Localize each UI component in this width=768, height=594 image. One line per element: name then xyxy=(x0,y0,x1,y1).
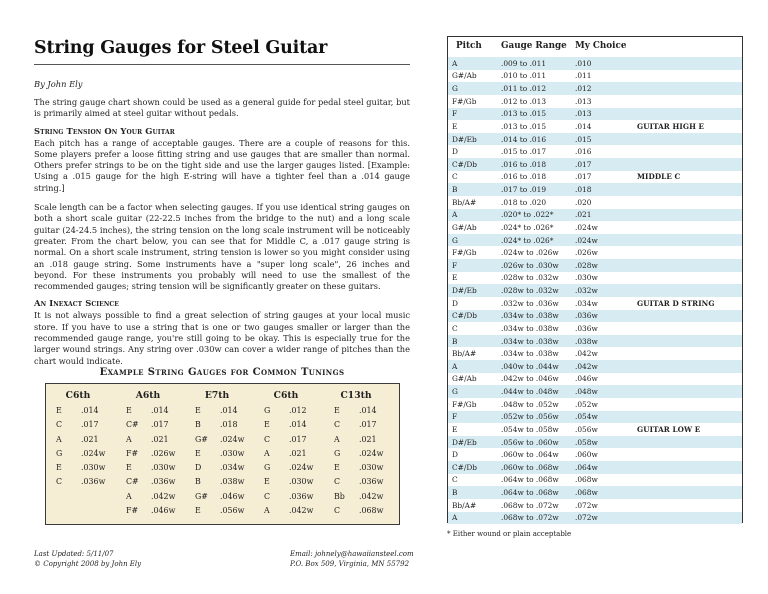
string-gauge: .014 xyxy=(81,406,99,415)
row-pitch: F#/Gb xyxy=(452,96,477,106)
string-pitch: E xyxy=(56,463,62,473)
string-gauge: .017 xyxy=(151,420,169,430)
row-pitch: A xyxy=(452,58,458,68)
row-gauge-range: .054w to .058w xyxy=(501,424,559,434)
section-heading-tension: String Tension On Your Guitar xyxy=(34,125,175,136)
tuning-name: A6th xyxy=(135,390,161,401)
row-my-choice: .016 xyxy=(575,147,592,157)
string-pitch: G# xyxy=(195,434,208,444)
string-gauge: .036w xyxy=(359,477,384,487)
chart-row xyxy=(448,259,742,272)
row-gauge-range: .024* to .026* xyxy=(501,235,554,245)
string-pitch: E xyxy=(56,406,62,415)
row-pitch: F xyxy=(452,412,458,422)
string-pitch: C xyxy=(56,477,63,487)
string-pitch: E xyxy=(334,406,340,415)
header-my-choice: My Choice xyxy=(575,41,627,51)
tuning-string xyxy=(334,463,399,477)
chart-row xyxy=(448,411,742,424)
tuning-string xyxy=(264,492,329,506)
row-pitch: D xyxy=(452,147,458,157)
string-gauge: .036w xyxy=(151,477,176,487)
tuning-string xyxy=(195,420,260,434)
chart-row xyxy=(448,486,742,499)
string-gauge: .030w xyxy=(359,463,384,473)
row-my-choice: .032w xyxy=(575,286,598,296)
row-pitch: Bb/A# xyxy=(452,197,477,207)
row-pitch: C#/Db xyxy=(452,462,477,472)
string-pitch: D xyxy=(195,463,202,473)
chart-row xyxy=(448,158,742,171)
chart-row xyxy=(448,385,742,398)
string-gauge: .014 xyxy=(359,406,377,415)
row-gauge-range: .026w to .030w xyxy=(501,260,559,270)
row-pitch: Bb/A# xyxy=(452,349,477,359)
gauge-chart xyxy=(447,36,743,523)
tuning-string xyxy=(126,406,191,420)
row-gauge-range: .048w to .052w xyxy=(501,399,559,409)
tuning-string xyxy=(195,506,260,520)
tuning-column xyxy=(264,406,329,520)
row-my-choice: .028w xyxy=(575,260,598,270)
row-my-choice: .024w xyxy=(575,235,598,245)
chart-row xyxy=(448,335,742,348)
intro-paragraph: The string gauge chart shown could be used as a general guide for pedal steel guitar, but is primarily aimed at steel guitar without pedals. xyxy=(34,97,410,119)
chart-row xyxy=(448,373,742,386)
chart-row xyxy=(448,499,742,512)
row-pitch: F#/Gb xyxy=(452,248,477,258)
chart-row xyxy=(448,461,742,474)
string-gauge: .036w xyxy=(81,477,106,487)
row-pitch: B xyxy=(452,488,458,498)
header-pitch: Pitch xyxy=(456,41,482,51)
tuning-string xyxy=(334,406,399,420)
chart-row xyxy=(448,70,742,83)
string-gauge: .042w xyxy=(289,506,314,516)
row-my-choice: .068w xyxy=(575,475,598,485)
row-my-choice: .042w xyxy=(575,361,598,371)
chart-row xyxy=(448,234,742,247)
row-gauge-range: .056w to .060w xyxy=(501,437,559,447)
row-my-choice: .030w xyxy=(575,273,598,283)
chart-row xyxy=(448,512,742,525)
row-my-choice: .014 xyxy=(575,121,592,131)
string-gauge: .024w xyxy=(81,448,106,458)
row-pitch: G#/Ab xyxy=(452,71,477,81)
tuning-string xyxy=(56,449,121,463)
row-gauge-range: .024w to .026w xyxy=(501,248,559,258)
chart-footnote: * Either wound or plain acceptable xyxy=(447,530,572,538)
chart-rows xyxy=(448,57,742,524)
string-pitch: A xyxy=(264,506,270,516)
row-pitch: C xyxy=(452,323,458,333)
string-pitch: C xyxy=(334,420,341,430)
row-pitch: D#/Eb xyxy=(452,286,477,296)
string-pitch: G xyxy=(56,448,63,458)
tension-paragraph-2: Scale length can be a factor when selecting gauges. If you use identical string gauges on both a short scale guitar (22-22.5 inches from the bridge to the nut) and a long scale guitar (24-24.5 inches), the string tension on the long scale instrument will be noticeably greater. From the chart below, you can see that for Middle C, a .017 gauge string is normal. On a short scale instrument, string tension is lower so you might consider using an .018 gauge string. Some instruments have a "super long scale", 26 inches and beyond. For these instruments you probably will need to use the smallest of the recommended gauges; string tension will be significantly greater on these guitars. xyxy=(34,202,410,292)
row-my-choice: .021 xyxy=(575,210,592,220)
string-gauge: .026w xyxy=(151,448,176,458)
chart-row xyxy=(448,272,742,285)
tuning-string xyxy=(126,435,191,449)
row-gauge-range: .032w to .036w xyxy=(501,298,559,308)
string-gauge: .046w xyxy=(151,506,176,516)
string-gauge: .034w xyxy=(220,463,245,473)
tuning-string xyxy=(195,477,260,491)
string-gauge: .021 xyxy=(359,434,377,444)
chart-row xyxy=(448,183,742,196)
tuning-string xyxy=(56,435,121,449)
tuning-string xyxy=(334,477,399,491)
chart-row xyxy=(448,209,742,222)
string-gauge: .030w xyxy=(151,463,176,473)
address: P.O. Box 509, Virginia, MN 55792 xyxy=(290,560,410,568)
row-pitch: G xyxy=(452,235,458,245)
row-gauge-range: .014 to .016 xyxy=(501,134,547,144)
copyright: © Copyright 2008 by John Ely xyxy=(34,560,142,568)
row-my-choice: .068w xyxy=(575,488,598,498)
tuning-string xyxy=(264,477,329,491)
row-pitch: G#/Ab xyxy=(452,222,477,232)
tuning-name: E7th xyxy=(204,390,230,401)
string-pitch: E xyxy=(264,477,270,487)
string-gauge: .030w xyxy=(81,463,106,473)
row-gauge-range: .010 to .011 xyxy=(501,71,547,81)
string-gauge: .056w xyxy=(220,506,245,516)
tuning-string xyxy=(126,420,191,434)
tuning-string xyxy=(195,463,260,477)
row-pitch: C#/Db xyxy=(452,311,477,321)
row-note: GUITAR LOW E xyxy=(637,424,701,434)
row-gauge-range: .017 to .019 xyxy=(501,185,547,195)
row-pitch: C xyxy=(452,475,458,485)
string-pitch: E xyxy=(195,506,201,516)
row-pitch: F#/Gb xyxy=(452,399,477,409)
string-gauge: .042w xyxy=(151,491,176,501)
tuning-string xyxy=(264,463,329,477)
string-gauge: .038w xyxy=(220,477,245,487)
string-pitch: C# xyxy=(126,420,139,430)
row-my-choice: .054w xyxy=(575,412,598,422)
chart-row xyxy=(448,95,742,108)
row-gauge-range: .009 to .011 xyxy=(501,58,547,68)
tuning-string xyxy=(264,420,329,434)
row-pitch: F xyxy=(452,109,458,119)
row-my-choice: .072w xyxy=(575,513,598,523)
string-pitch: G xyxy=(334,448,341,458)
tuning-string xyxy=(56,420,121,434)
string-gauge: .014 xyxy=(220,406,238,415)
tuning-string xyxy=(195,492,260,506)
string-pitch: E xyxy=(126,406,132,415)
string-pitch: E xyxy=(195,406,201,415)
chart-row xyxy=(448,448,742,461)
row-pitch: C xyxy=(452,172,458,182)
row-gauge-range: .024* to .026* xyxy=(501,222,554,232)
tuning-name: C13th xyxy=(340,390,372,401)
row-gauge-range: .028w to .032w xyxy=(501,286,559,296)
row-gauge-range: .012 to .013 xyxy=(501,96,547,106)
tuning-string xyxy=(126,506,191,520)
tuning-string xyxy=(126,492,191,506)
string-pitch: A xyxy=(264,448,270,458)
string-gauge: .018 xyxy=(220,420,238,430)
row-note: GUITAR D STRING xyxy=(637,298,715,308)
row-gauge-range: .068w to .072w xyxy=(501,500,559,510)
row-my-choice: .042w xyxy=(575,349,598,359)
tuning-column xyxy=(334,406,399,520)
examples-title: Example String Gauges for Common Tunings xyxy=(99,367,345,378)
string-gauge: .046w xyxy=(220,491,245,501)
row-my-choice: .013 xyxy=(575,96,592,106)
string-pitch: C xyxy=(334,506,341,516)
row-my-choice: .010 xyxy=(575,58,592,68)
chart-row xyxy=(448,297,742,310)
row-gauge-range: .016 to .018 xyxy=(501,172,547,182)
tuning-string xyxy=(126,463,191,477)
row-my-choice: .072w xyxy=(575,500,598,510)
row-pitch: A xyxy=(452,513,458,523)
chart-row xyxy=(448,145,742,158)
row-gauge-range: .028w to .032w xyxy=(501,273,559,283)
row-note: GUITAR HIGH E xyxy=(637,121,705,131)
row-my-choice: .052w xyxy=(575,399,598,409)
row-pitch: G xyxy=(452,84,458,94)
row-gauge-range: .034w to .038w xyxy=(501,323,559,333)
string-pitch: Bb xyxy=(334,491,345,501)
string-pitch: E xyxy=(264,420,270,430)
row-my-choice: .013 xyxy=(575,109,592,119)
tuning-column xyxy=(126,406,191,520)
row-pitch: G xyxy=(452,387,458,397)
row-gauge-range: .064w to .068w xyxy=(501,488,559,498)
tuning-string xyxy=(195,449,260,463)
chart-row xyxy=(448,423,742,436)
string-gauge: .024w xyxy=(359,448,384,458)
string-gauge: .017 xyxy=(289,434,307,444)
string-gauge: .021 xyxy=(151,434,169,444)
row-pitch: D#/Eb xyxy=(452,437,477,447)
row-gauge-range: .013 to .015 xyxy=(501,109,547,119)
chart-row xyxy=(448,246,742,259)
string-gauge: .017 xyxy=(81,420,99,430)
row-my-choice: .026w xyxy=(575,248,598,258)
row-my-choice: .064w xyxy=(575,462,598,472)
chart-row xyxy=(448,436,742,449)
tuning-string xyxy=(56,406,121,420)
string-gauge: .021 xyxy=(81,434,99,444)
tuning-string xyxy=(334,492,399,506)
tuning-string xyxy=(56,463,121,477)
row-my-choice: .017 xyxy=(575,172,592,182)
row-my-choice: .018 xyxy=(575,185,592,195)
string-gauge: .036w xyxy=(289,491,314,501)
row-pitch: Bb/A# xyxy=(452,500,477,510)
row-pitch: G#/Ab xyxy=(452,374,477,384)
article xyxy=(34,38,410,367)
chart-row xyxy=(448,133,742,146)
string-gauge: .068w xyxy=(359,506,384,516)
row-my-choice: .056w xyxy=(575,424,598,434)
tuning-string xyxy=(126,477,191,491)
string-pitch: C xyxy=(334,477,341,487)
string-pitch: C# xyxy=(126,477,139,487)
byline: By John Ely xyxy=(34,79,83,89)
string-gauge: .012 xyxy=(289,406,307,415)
chart-row xyxy=(448,120,742,133)
string-pitch: C xyxy=(264,491,271,501)
chart-row xyxy=(448,57,742,70)
string-pitch: E xyxy=(126,463,132,473)
string-gauge: .030w xyxy=(220,448,245,458)
row-pitch: A xyxy=(452,361,458,371)
row-my-choice: .015 xyxy=(575,134,592,144)
tuning-string xyxy=(334,506,399,520)
chart-row xyxy=(448,360,742,373)
chart-row xyxy=(448,322,742,335)
tension-paragraph-1: Each pitch has a range of acceptable gauges. There are a couple of reasons for this. Some players prefer a loose fitting string and use gauges that are smaller than normal. Others prefer strings to be on the tight side and use the larger gauges listed. [Example: Using a .015 gauge for the high E-string will have a tighter feel than a .014 gauge string.] xyxy=(34,137,410,193)
row-my-choice: .011 xyxy=(575,71,592,81)
row-my-choice: .046w xyxy=(575,374,598,384)
tuning-string xyxy=(126,449,191,463)
chart-row xyxy=(448,310,742,323)
row-gauge-range: .064w to .068w xyxy=(501,475,559,485)
tuning-string xyxy=(334,435,399,449)
row-my-choice: .058w xyxy=(575,437,598,447)
row-gauge-range: .034w to .038w xyxy=(501,336,559,346)
tuning-column xyxy=(195,406,260,520)
last-updated: Last Updated: 5/11/07 xyxy=(34,550,114,558)
string-gauge: .042w xyxy=(359,491,384,501)
tuning-name: C6th xyxy=(273,390,299,401)
string-gauge: .021 xyxy=(289,448,307,458)
string-pitch: C xyxy=(264,434,271,444)
page-title: String Gauges for Steel Guitar xyxy=(34,38,410,65)
row-gauge-range: .042w to .046w xyxy=(501,374,559,384)
row-pitch: E xyxy=(452,121,458,131)
string-gauge: .030w xyxy=(289,477,314,487)
row-my-choice: .024w xyxy=(575,222,598,232)
string-pitch: G xyxy=(264,406,271,415)
row-my-choice: .060w xyxy=(575,450,598,460)
tuning-string xyxy=(195,406,260,420)
chart-row xyxy=(448,196,742,209)
string-gauge: .017 xyxy=(359,420,377,430)
row-my-choice: .036w xyxy=(575,323,598,333)
footer-right xyxy=(290,549,414,569)
row-gauge-range: .044w to .048w xyxy=(501,387,559,397)
row-gauge-range: .013 to .015 xyxy=(501,121,547,131)
section-heading-inexact: An Inexact Science xyxy=(34,298,119,309)
string-gauge: .014 xyxy=(151,406,169,415)
tuning-column xyxy=(56,406,121,492)
chart-row xyxy=(448,398,742,411)
row-pitch: C#/Db xyxy=(452,159,477,169)
row-my-choice: .038w xyxy=(575,336,598,346)
tuning-string xyxy=(264,506,329,520)
row-gauge-range: .060w to .068w xyxy=(501,462,559,472)
string-gauge: .014 xyxy=(289,420,307,430)
header-gauge-range: Gauge Range xyxy=(501,41,567,51)
string-pitch: C xyxy=(56,420,63,430)
row-gauge-range: .034w to .038w xyxy=(501,311,559,321)
row-my-choice: .020 xyxy=(575,197,592,207)
tuning-string xyxy=(264,406,329,420)
string-pitch: A xyxy=(126,434,132,444)
tuning-string xyxy=(264,449,329,463)
string-pitch: F# xyxy=(126,506,139,516)
row-pitch: D#/Eb xyxy=(452,134,477,144)
chart-row xyxy=(448,284,742,297)
string-pitch: F# xyxy=(126,448,139,458)
row-pitch: E xyxy=(452,424,458,434)
string-pitch: A xyxy=(56,434,62,444)
string-pitch: G# xyxy=(195,491,208,501)
tuning-string xyxy=(195,435,260,449)
row-gauge-range: .020* to .022* xyxy=(501,210,554,220)
footer-left xyxy=(34,549,141,569)
string-pitch: E xyxy=(195,448,201,458)
row-pitch: B xyxy=(452,185,458,195)
chart-row xyxy=(448,221,742,234)
chart-row xyxy=(448,171,742,184)
row-my-choice: .012 xyxy=(575,84,592,94)
string-pitch: B xyxy=(195,477,201,487)
tuning-name: C6th xyxy=(65,390,91,401)
chart-row xyxy=(448,474,742,487)
row-gauge-range: .018 to .020 xyxy=(501,197,547,207)
row-gauge-range: .034w to .038w xyxy=(501,349,559,359)
chart-row xyxy=(448,82,742,95)
chart-row xyxy=(448,347,742,360)
string-pitch: A xyxy=(334,434,340,444)
tuning-string xyxy=(334,420,399,434)
row-gauge-range: .015 to .017 xyxy=(501,147,547,157)
row-pitch: A xyxy=(452,210,458,220)
string-gauge: .024w xyxy=(220,434,245,444)
row-pitch: F xyxy=(452,260,458,270)
row-my-choice: .017 xyxy=(575,159,592,169)
row-pitch: E xyxy=(452,273,458,283)
row-gauge-range: .052w to .056w xyxy=(501,412,559,422)
string-pitch: G xyxy=(264,463,271,473)
string-gauge: .024w xyxy=(289,463,314,473)
chart-row xyxy=(448,108,742,121)
string-pitch: A xyxy=(126,491,132,501)
string-pitch: E xyxy=(334,463,340,473)
tuning-string xyxy=(56,477,121,491)
email: Email: johnely@hawaiiansteel.com xyxy=(290,550,414,558)
row-gauge-range: .040w to .044w xyxy=(501,361,559,371)
row-pitch: D xyxy=(452,298,458,308)
tuning-string xyxy=(264,435,329,449)
inexact-paragraph: It is not always possible to find a great selection of string gauges at your local music store. If you have to use a string that is one or two gauges smaller or larger than the recommended gauge range, you're still going to be okay. This is especially true for the larger wound strings. Any string over .030w can cover a wider range of pitches than the chart would indicate. xyxy=(34,310,410,366)
row-pitch: D xyxy=(452,450,458,460)
string-pitch: B xyxy=(195,420,201,430)
row-my-choice: .036w xyxy=(575,311,598,321)
row-gauge-range: .060w to .064w xyxy=(501,450,559,460)
row-my-choice: .048w xyxy=(575,387,598,397)
row-pitch: B xyxy=(452,336,458,346)
row-gauge-range: .068w to .072w xyxy=(501,513,559,523)
row-gauge-range: .011 to .012 xyxy=(501,84,547,94)
tuning-string xyxy=(334,449,399,463)
row-gauge-range: .016 to .018 xyxy=(501,159,547,169)
row-note: MIDDLE C xyxy=(637,172,681,182)
examples-box xyxy=(45,383,400,525)
row-my-choice: .034w xyxy=(575,298,598,308)
